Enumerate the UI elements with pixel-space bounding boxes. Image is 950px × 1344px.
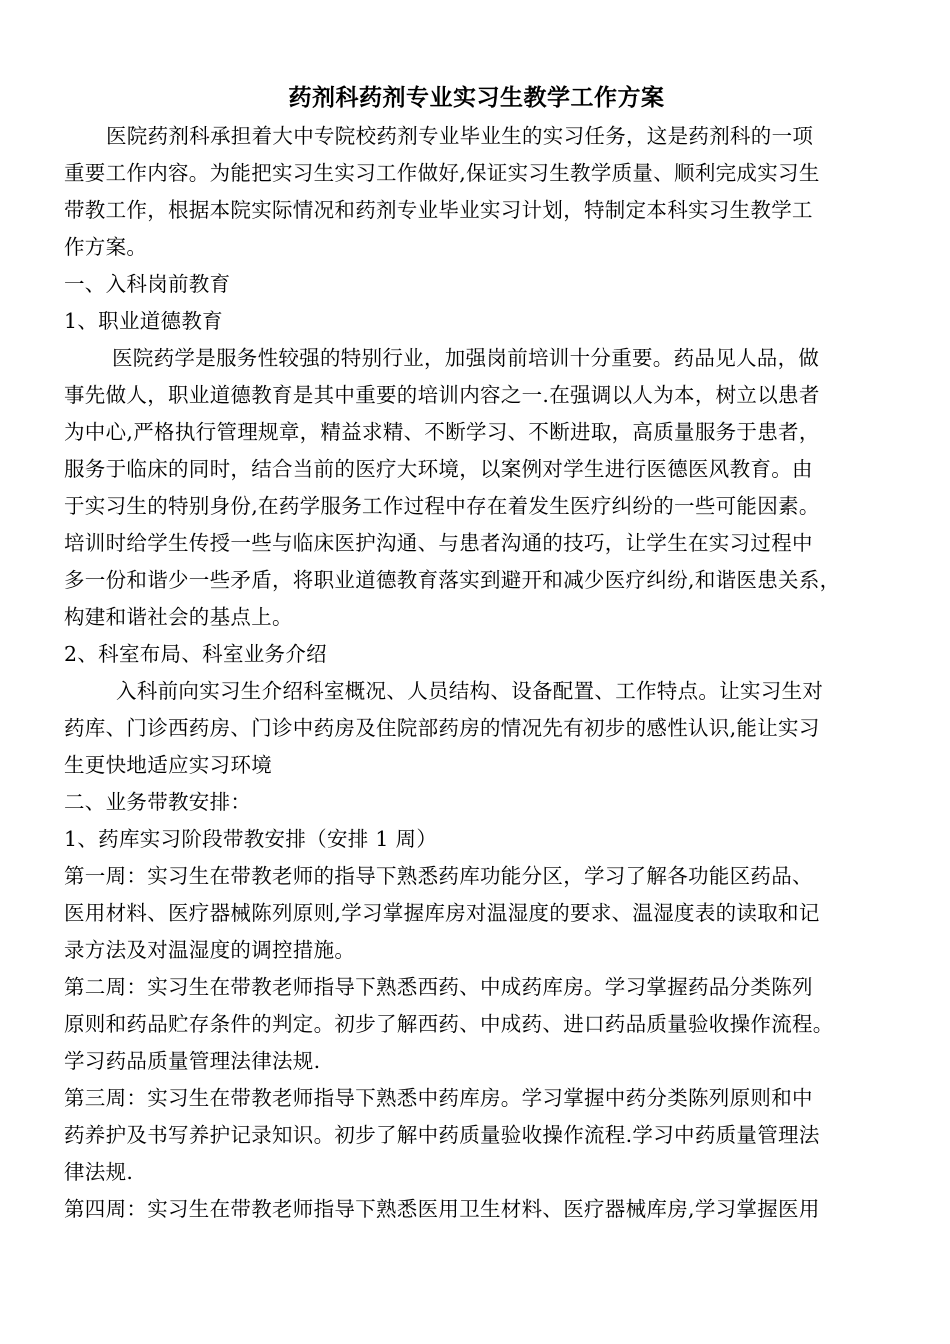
subsection-heading: 1、职业道德教育 [64,309,223,333]
document-body [64,78,889,1228]
section-heading: 二、业务带教安排： [64,790,252,814]
paragraph-line: 入科前向实习生介绍科室概况、人员结构、设备配置、工作特点。让实习生对 [116,679,824,703]
paragraph-line: 原则和药品贮存条件的判定。初步了解西药、中成药、进口药品质量验收操作流程。 [64,1012,834,1036]
paragraph-line: 学习药品质量管理法律法规. [64,1049,321,1073]
paragraph-line: 构建和谐社会的基点上。 [64,605,293,629]
paragraph-line: 为中心,严格执行管理规章，精益求精、不断学习、不断进取，高质量服务于患者， [64,420,820,444]
paragraph-line: 多一份和谐少一些矛盾，将职业道德教育落实到避开和减少医疗纠纷,和谐医患关系， [64,568,841,592]
subsection-heading: 1、药库实习阶段带教安排（安排 1 周） [64,827,438,851]
paragraph-line: 医院药学是服务性较强的特别行业，加强岗前培训十分重要。药品见人品，做 [112,346,820,370]
subsection-heading: 2、科室布局、科室业务介绍 [64,642,327,666]
paragraph-line: 重要工作内容。为能把实习生实习工作做好,保证实习生教学质量、顺利完成实习生 [64,161,820,185]
paragraph-line: 药养护及书写养护记录知识。初步了解中药质量验收操作流程.学习中药质量管理法 [64,1123,820,1147]
paragraph-line: 第三周：实习生在带教老师指导下熟悉中药库房。学习掌握中药分类陈列原则和中 [64,1086,813,1110]
paragraph-line: 医院药剂科承担着大中专院校药剂专业毕业生的实习任务，这是药剂科的一项 [106,124,814,148]
paragraph-line: 带教工作，根据本院实际情况和药剂专业毕业实习计划，特制定本科实习生教学工 [64,198,813,222]
paragraph-line: 医用材料、医疗器械陈列原则,学习掌握库房对温湿度的要求、温湿度表的读取和记 [64,901,820,925]
paragraph-line: 录方法及对温湿度的调控措施。 [64,938,356,962]
paragraph-line: 第二周：实习生在带教老师指导下熟悉西药、中成药库房。学习掌握药品分类陈列 [64,975,813,999]
paragraph-line: 第一周：实习生在带教老师的指导下熟悉药库功能分区，学习了解各功能区药品、 [64,864,813,888]
paragraph-line: 药库、门诊西药房、门诊中药房及住院部药房的情况先有初步的感性认识,能让实习 [64,716,820,740]
document-title: 药剂科药剂专业实习生教学工作方案 [288,84,665,111]
paragraph-line: 生更快地适应实习环境 [64,753,272,777]
paragraph-line: 培训时给学生传授一些与临床医护沟通、与患者沟通的技巧，让学生在实习过程中 [64,531,813,555]
paragraph-line: 作方案。 [64,235,148,259]
paragraph-line: 律法规. [64,1160,134,1184]
paragraph-line: 于实习生的特别身份,在药学服务工作过程中存在着发生医疗纠纷的一些可能因素。 [64,494,820,518]
paragraph-line: 事先做人，职业道德教育是其中重要的培训内容之一.在强调以人为本，树立以患者 [64,383,820,407]
section-heading: 一、入科岗前教育 [64,272,231,296]
paragraph-line: 服务于临床的同时，结合当前的医疗大环境，以案例对学生进行医德医风教育。由 [64,457,813,481]
paragraph-line: 第四周：实习生在带教老师指导下熟悉医用卫生材料、医疗器械库房,学习掌握医用 [64,1197,820,1221]
